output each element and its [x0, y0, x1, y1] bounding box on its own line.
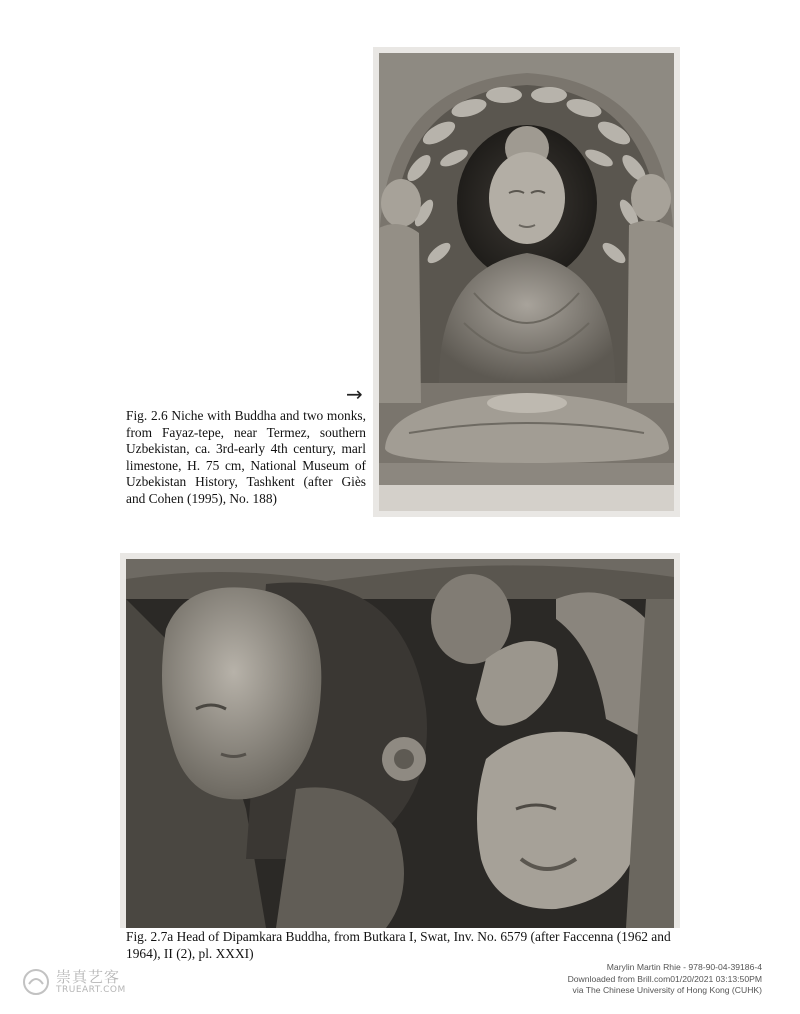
dipamkara-relief-photo: [126, 559, 674, 928]
download-footer: [502, 962, 762, 997]
figure-2-6-caption: Fig. 2.6 Niche with Buddha and two monks, from Fayaz-tepe, near Termez, southern Uzbekistan, ca. 3rd-early 4th century, marl limestone, H. 75 cm, National Museum of Uzbekistan History, Tashkent (after Giès and Cohen (1995), No. 188): [126, 408, 366, 506]
watermark-chinese-text: 崇真艺客: [56, 968, 121, 986]
figure-2-7a-caption: Fig. 2.7a Head of Dipamkara Buddha, from Butkara I, Swat, Inv. No. 6579 (after Faccenna (1962 and 1964), II (2), pl. XXXI): [126, 929, 671, 961]
trueart-logo-icon: [22, 968, 50, 996]
figure-2-7a-image: [120, 553, 680, 928]
footer-institution: via The Chinese University of Hong Kong (CUHK): [572, 985, 762, 995]
figure-2-6-image: [373, 47, 680, 517]
buddha-niche-photo: [379, 53, 674, 511]
trueart-watermark: [22, 966, 152, 998]
watermark-english-text: TRUEART.COM: [56, 985, 126, 995]
footer-download-date: Downloaded from Brill.com01/20/2021 03:13:50PM: [567, 973, 762, 984]
footer-author-isbn: Marylin Martin Rhie - 978-90-04-39186-4: [606, 962, 762, 972]
arrow-icon: →: [346, 382, 363, 406]
